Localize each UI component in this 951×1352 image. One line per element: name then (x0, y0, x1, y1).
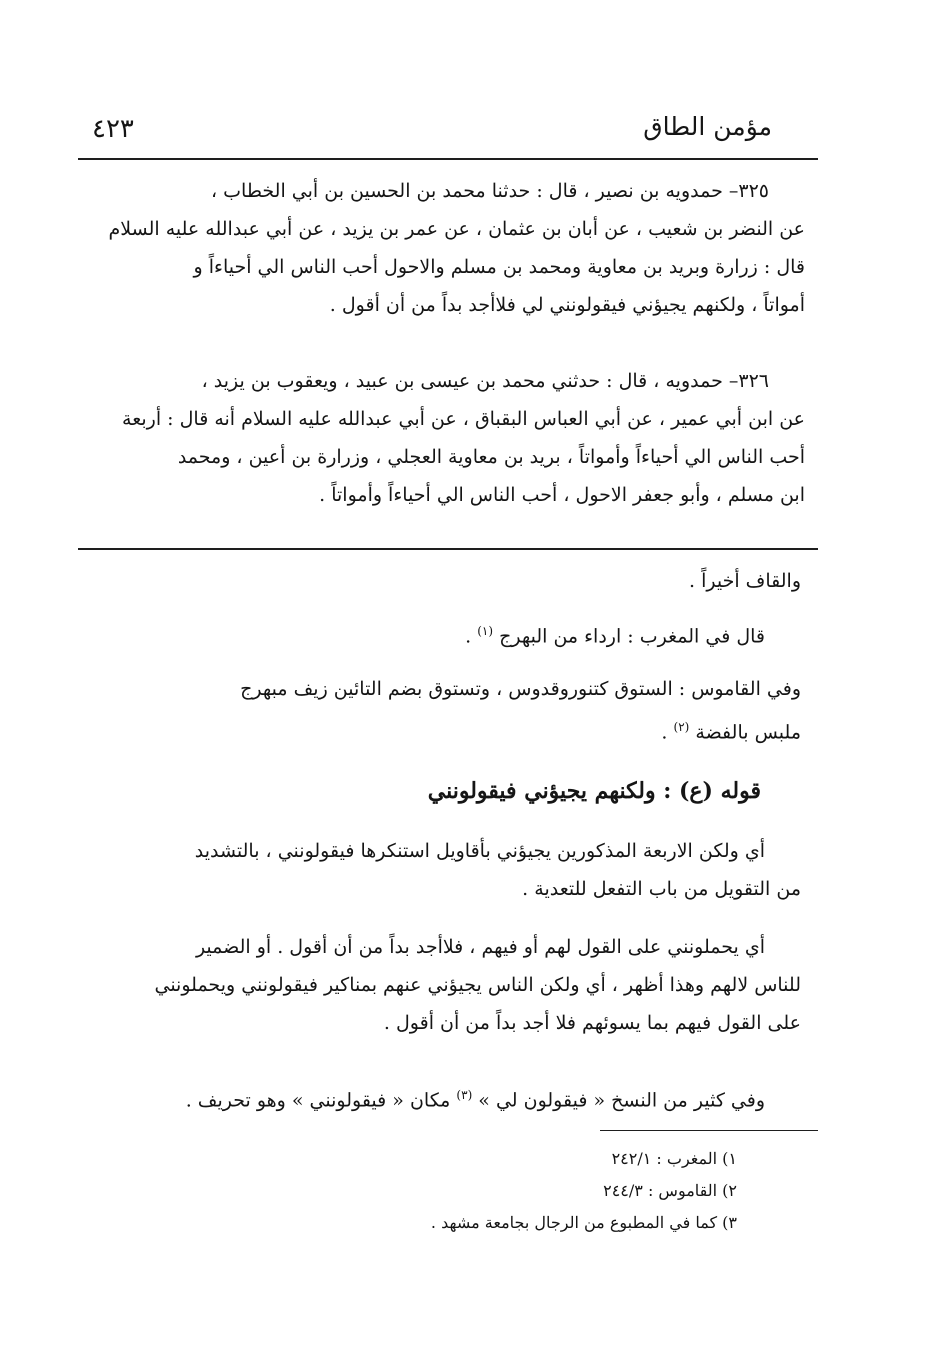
explanation-paragraph-1 (81, 832, 801, 908)
narration-line: أمواتاً ، ولكنهم يجيؤني فيقولونني لي فلاأجد بداً من أن أقول . (329, 294, 805, 316)
qamus-quote (81, 670, 801, 751)
narration-line: عن ابن أبي عمير ، عن أبي العباس البقباق ، عن أبي عبدالله عليه السلام أنه قال : أربعة (122, 408, 805, 430)
narration-line: أحب الناس الي أحياءاً وأمواتاً ، بريد بن معاوية العجلي ، وزرارة بن أعين ، ومحمد (177, 446, 805, 468)
page-number: ٤٢٣ (92, 114, 134, 144)
maghrib-quote (81, 612, 801, 655)
paragraph-line: للناس لالهم وهذا أظهر ، أي ولكن الناس يجيؤني عنهم بمناكير فيقولونني ويحملونني (154, 974, 801, 996)
explanation-paragraph-3 (81, 1076, 801, 1119)
header-rule (78, 158, 818, 160)
narration-line: قال : زرارة وبريد بن معاوية ومحمد بن مسلم والاحول أحب الناس الي أحياءاً و (193, 256, 805, 278)
footnote-2: ٢) القاموس : ٢٤٤/٣ (603, 1181, 737, 1200)
qamus-line-2: ملبس بالفضة $^{(٢)}$ . (661, 720, 801, 744)
paragraph-line: على القول فيهم بما يسوئهم فلا أجد بداً من أن أقول . (383, 1012, 801, 1034)
paragraph-line: أي يحملونني على القول لهم أو فيهم ، فلاأجد بداً من أن أقول . أو الضمير (195, 936, 765, 958)
qamus-line: وفي القاموس : الستوق كتنوروقدوس ، وتستوق بضم التائين زيف مبهرج (240, 678, 801, 700)
footnote-rule (600, 1130, 818, 1131)
paragraph-text: وفي كثير من النسخ « فيقولون لي » (478, 1089, 765, 1112)
paragraph-text: مكان « فيقولونني » وهو تحريف . (185, 1089, 451, 1112)
page-header (92, 110, 772, 150)
paragraph-line: أي ولكن الاربعة المذكورين يجيؤني بأقاويل استنكرها فيقولونني ، بالتشديد (194, 840, 765, 862)
footnote-ref: (١) (477, 624, 494, 638)
commentary-intro (81, 562, 801, 600)
maghrib-line: قال في المغرب : ارداء من البهرج $^{(١)}$ . (465, 624, 765, 648)
paragraph-line (81, 1076, 801, 1119)
paragraph-line: من التقويل من باب التفعل للتعدية . (522, 878, 801, 900)
footnote-ref: (٢) (673, 720, 690, 734)
narration-line: ٣٢٥– حمدويه بن نصير ، قال : حدثنا محمد بن الحسين بن أبي الخطاب ، (210, 180, 769, 202)
footnote-ref: (٣) (456, 1088, 473, 1102)
explanation-paragraph-2 (81, 928, 801, 1042)
narration-line: ٣٢٦– حمدويه ، قال : حدثني محمد بن عيسى بن عبيد ، ويعقوب بن يزيد ، (201, 370, 769, 392)
commentary-heading: قوله (ع) : ولكنهم يجيؤني فيقولونني (427, 778, 761, 804)
footnotes (431, 1143, 737, 1239)
narration-line: عن النضر بن شعيب ، عن أبان بن عثمان ، عن عمر بن يزيد ، عن أبي عبدالله عليه السلام (108, 218, 805, 240)
qamus-text: ملبس بالفضة (695, 721, 801, 744)
footnote-3: ٣) كما في المطبوع من الرجال بجامعة مشهد . (430, 1213, 737, 1232)
narration-326 (85, 362, 805, 514)
narration-line: ابن مسلم ، وأبو جعفر الاحول ، أحب الناس الي أحياءاً وأمواتاً . (319, 484, 805, 506)
section-rule (78, 548, 818, 550)
narration-325 (85, 172, 805, 324)
footnote-1: ١) المغرب : ٢٤٢/١ (611, 1149, 737, 1168)
intro-line: والقاف أخيراً . (689, 570, 801, 592)
running-title: مؤمن الطاق (643, 112, 772, 141)
maghrib-text: قال في المغرب : ارداء من البهرج (499, 625, 765, 648)
